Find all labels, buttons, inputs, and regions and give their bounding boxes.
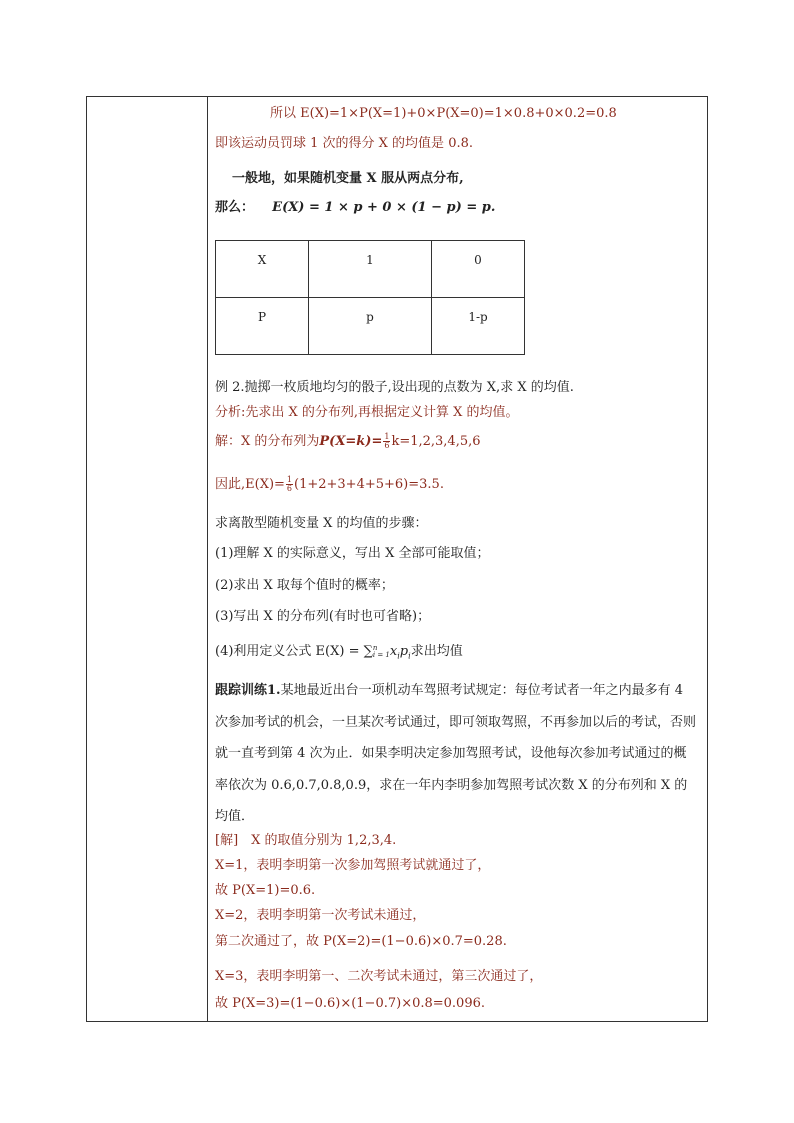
table-cell: P bbox=[216, 298, 309, 355]
example-2-analysis: 分析:先求出 X 的分布列,再根据定义计算 X 的均值。 bbox=[215, 405, 519, 420]
solution-line-2: X=1，表明李明第一次参加驾照考试就通过了， bbox=[215, 858, 491, 873]
example-2: 例 2.抛掷一枚质地均匀的骰子,设出现的点数为 X,求 X 的均值. bbox=[215, 380, 574, 395]
step-3: (3)写出 X 的分布列(有时也可省略)； bbox=[215, 609, 431, 624]
solution-line-1: [解] X 的取值分别为 1,2,3,4. bbox=[215, 833, 397, 848]
sum-symbol: ∑ bbox=[363, 644, 373, 659]
solution-lead: 解：X 的分布列为 bbox=[215, 434, 320, 449]
fraction-one-sixth: $\frac{1}{6}$ bbox=[384, 432, 390, 450]
sum-term-p: p bbox=[399, 644, 409, 659]
step-4-tail: 求出均值 bbox=[410, 644, 463, 659]
sum-upper-limit: n bbox=[372, 643, 378, 652]
expectation-calc: 所以 E(X)=1×P(X=1)+0×P(X=0)=1×0.8+0×0.2=0.8 bbox=[270, 106, 617, 121]
table-cell: 1-p bbox=[432, 298, 525, 355]
table-cell: X bbox=[216, 241, 309, 298]
step-1: (1)理解 X 的实际意义，写出 X 全部可能取值； bbox=[215, 546, 490, 561]
sum-term-x: x bbox=[389, 644, 398, 659]
trace-exercise-1 bbox=[215, 675, 697, 833]
step-4-lead: (4)利用定义公式 E(X) = bbox=[215, 644, 364, 659]
table-row bbox=[216, 241, 525, 298]
solution-line-3: 故 P(X=1)=0.6. bbox=[215, 883, 316, 898]
table-cell: 1 bbox=[309, 241, 432, 298]
sum-term-p-index: i bbox=[408, 651, 411, 661]
solution-line-5: 第二次通过了，故 P(X=2)=(1−0.6)×0.7=0.28. bbox=[215, 934, 507, 949]
two-point-formula bbox=[215, 199, 495, 217]
table-cell: 0 bbox=[432, 241, 525, 298]
formula-expression: E(X) = 1 × p + 0 × (1 − p) = p. bbox=[272, 200, 496, 215]
steps-heading: 求离散型随机变量 X 的均值的步骤： bbox=[215, 516, 428, 531]
trace-text: 某地最近出台一项机动车驾照考试规定：每位考试者一年之内最多有 4 次参加考试的机会，一旦某次考试通过，即可领取驾照，不再参加以后的考试，否则就一直考到第 4 次为止．如果李明决定参加驾照考试，设他每次参加考试通过的概率依次为 0.6,0.7,0.8,0.9，求在一年内李明参加驾照考试次数 X 的分布列和 X 的均值． bbox=[215, 683, 697, 824]
sum-lower-limit: i = 1 bbox=[372, 650, 390, 659]
distribution-table bbox=[215, 240, 525, 355]
sum-term-x-index: i bbox=[397, 651, 400, 661]
example-2-solution bbox=[215, 433, 481, 451]
formula-lead: 那么： bbox=[215, 200, 255, 215]
solution-values: k=1,2,3,4,5,6 bbox=[391, 434, 481, 449]
trace-label: 跟踪训练1. bbox=[215, 683, 281, 698]
column-divider bbox=[207, 96, 208, 1022]
fraction-one-sixth: $\frac{1}{6}$ bbox=[286, 475, 293, 493]
solution-line-7: 故 P(X=3)=(1−0.6)×(1−0.7)×0.8=0.096. bbox=[215, 996, 485, 1011]
result-lead: 因此,E(X)= bbox=[215, 477, 285, 492]
step-2: (2)求出 X 取每个值时的概率； bbox=[215, 578, 394, 593]
two-point-statement: 一般地，如果随机变量 X 服从两点分布, bbox=[232, 171, 464, 186]
table-row bbox=[216, 298, 525, 355]
result-sum: (1+2+3+4+5+6)=3.5. bbox=[294, 477, 444, 492]
example-2-result bbox=[215, 476, 444, 494]
solution-line-6: X=3，表明李明第一、二次考试未通过，第三次通过了， bbox=[215, 969, 543, 984]
solution-line-4: X=2，表明李明第一次考试未通过， bbox=[215, 908, 426, 923]
solution-pmf: P(X=k)= bbox=[319, 434, 383, 449]
step-4 bbox=[215, 643, 463, 666]
expectation-conclusion: 即该运动员罚球 1 次的得分 X 的均值是 0.8. bbox=[215, 136, 473, 151]
table-cell: p bbox=[309, 298, 432, 355]
